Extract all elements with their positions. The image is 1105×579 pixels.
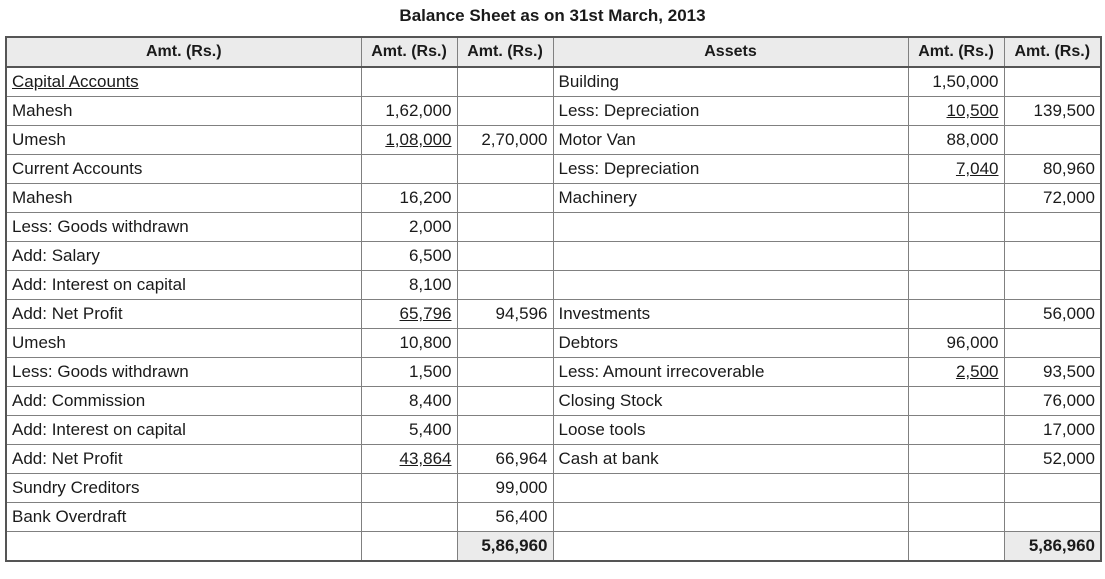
asset-label: Closing Stock [553, 387, 908, 416]
asset-amount-2 [1004, 126, 1101, 155]
asset-amount-1 [908, 300, 1004, 329]
asset-label [553, 474, 908, 503]
asset-label: Less: Depreciation [553, 97, 908, 126]
asset-label: Motor Van [553, 126, 908, 155]
liability-amount-2: 66,964 [457, 445, 553, 474]
liability-label: Add: Interest on capital [6, 416, 361, 445]
liability-label: Add: Interest on capital [6, 271, 361, 300]
liability-amount-1: 1,08,000 [361, 126, 457, 155]
liability-label: Umesh [6, 329, 361, 358]
liabilities-total: 5,86,960 [457, 532, 553, 562]
liability-label: Add: Salary [6, 242, 361, 271]
asset-amount-2: 80,960 [1004, 155, 1101, 184]
asset-amount-2 [1004, 474, 1101, 503]
liability-amount-1: 8,100 [361, 271, 457, 300]
table-row [6, 445, 1101, 474]
liability-amount-2 [457, 329, 553, 358]
asset-label [553, 213, 908, 242]
asset-amount-1: 88,000 [908, 126, 1004, 155]
asset-amount-1 [908, 271, 1004, 300]
liability-amount-2: 94,596 [457, 300, 553, 329]
header-assets: Assets [553, 37, 908, 67]
asset-amount-2: 139,500 [1004, 97, 1101, 126]
liability-amount-1: 1,62,000 [361, 97, 457, 126]
asset-label: Machinery [553, 184, 908, 213]
asset-amount-2 [1004, 329, 1101, 358]
header-amount: Amt. (Rs.) [361, 37, 457, 67]
asset-label: Building [553, 67, 908, 97]
asset-label [553, 503, 908, 532]
liability-amount-1 [361, 155, 457, 184]
table-row [6, 416, 1101, 445]
table-row [6, 358, 1101, 387]
liability-amount-2 [457, 67, 553, 97]
table-row [6, 387, 1101, 416]
liability-amount-1: 1,500 [361, 358, 457, 387]
asset-amount-1 [908, 503, 1004, 532]
liability-label: Capital Accounts [6, 67, 361, 97]
liability-amount-2 [457, 387, 553, 416]
table-row [6, 474, 1101, 503]
table-row [6, 242, 1101, 271]
asset-amount-1 [908, 213, 1004, 242]
table-row [6, 67, 1101, 97]
asset-amount-2: 72,000 [1004, 184, 1101, 213]
header-row [6, 37, 1101, 67]
table-row [6, 300, 1101, 329]
liability-amount-2: 56,400 [457, 503, 553, 532]
liability-label: Less: Goods withdrawn [6, 358, 361, 387]
liability-amount-2 [457, 416, 553, 445]
totals-empty [553, 532, 908, 562]
asset-amount-2: 52,000 [1004, 445, 1101, 474]
totals-empty [908, 532, 1004, 562]
asset-amount-1: 2,500 [908, 358, 1004, 387]
asset-amount-1 [908, 445, 1004, 474]
liability-label: Sundry Creditors [6, 474, 361, 503]
liability-amount-1: 2,000 [361, 213, 457, 242]
liability-amount-1: 16,200 [361, 184, 457, 213]
liability-amount-1 [361, 474, 457, 503]
liability-amount-1 [361, 67, 457, 97]
asset-label: Investments [553, 300, 908, 329]
asset-amount-1 [908, 416, 1004, 445]
asset-amount-2: 56,000 [1004, 300, 1101, 329]
asset-amount-1 [908, 474, 1004, 503]
asset-label: Loose tools [553, 416, 908, 445]
liability-label: Add: Net Profit [6, 300, 361, 329]
asset-amount-1 [908, 242, 1004, 271]
asset-amount-1: 1,50,000 [908, 67, 1004, 97]
liability-label: Less: Goods withdrawn [6, 213, 361, 242]
asset-amount-2 [1004, 213, 1101, 242]
header-amount: Amt. (Rs.) [457, 37, 553, 67]
asset-amount-2 [1004, 271, 1101, 300]
header-liabilities: Amt. (Rs.) [6, 37, 361, 67]
asset-amount-1: 96,000 [908, 329, 1004, 358]
table-row [6, 271, 1101, 300]
document-title: Balance Sheet as on 31st March, 2013 [399, 6, 706, 25]
liability-amount-2 [457, 155, 553, 184]
totals-empty [361, 532, 457, 562]
asset-label: Cash at bank [553, 445, 908, 474]
asset-amount-2 [1004, 67, 1101, 97]
assets-total: 5,86,960 [1004, 532, 1101, 562]
header-amount: Amt. (Rs.) [908, 37, 1004, 67]
asset-amount-2: 76,000 [1004, 387, 1101, 416]
liability-amount-2 [457, 358, 553, 387]
asset-amount-2: 17,000 [1004, 416, 1101, 445]
asset-amount-1 [908, 387, 1004, 416]
liability-label: Add: Net Profit [6, 445, 361, 474]
liability-label: Current Accounts [6, 155, 361, 184]
table-row [6, 503, 1101, 532]
asset-amount-2 [1004, 503, 1101, 532]
header-amount: Amt. (Rs.) [1004, 37, 1101, 67]
liability-label: Umesh [6, 126, 361, 155]
liability-amount-1: 43,864 [361, 445, 457, 474]
liability-label: Add: Commission [6, 387, 361, 416]
balance-sheet-table [5, 36, 1102, 562]
liability-amount-2 [457, 242, 553, 271]
asset-label: Debtors [553, 329, 908, 358]
liability-amount-2 [457, 271, 553, 300]
asset-label: Less: Amount irrecoverable [553, 358, 908, 387]
asset-label: Less: Depreciation [553, 155, 908, 184]
asset-label [553, 242, 908, 271]
liability-amount-1 [361, 503, 457, 532]
liability-label: Mahesh [6, 184, 361, 213]
liability-amount-2 [457, 184, 553, 213]
table-row [6, 97, 1101, 126]
liability-amount-1: 10,800 [361, 329, 457, 358]
totals-empty [6, 532, 361, 562]
liability-amount-1: 5,400 [361, 416, 457, 445]
table-row [6, 329, 1101, 358]
liability-amount-1: 8,400 [361, 387, 457, 416]
asset-amount-1: 10,500 [908, 97, 1004, 126]
table-row [6, 126, 1101, 155]
liability-amount-1: 6,500 [361, 242, 457, 271]
asset-amount-2: 93,500 [1004, 358, 1101, 387]
liability-amount-2 [457, 213, 553, 242]
liability-amount-2 [457, 97, 553, 126]
table-row [6, 155, 1101, 184]
liability-amount-2: 99,000 [457, 474, 553, 503]
totals-row [6, 532, 1101, 562]
liability-amount-1: 65,796 [361, 300, 457, 329]
asset-amount-1: 7,040 [908, 155, 1004, 184]
asset-label [553, 271, 908, 300]
table-row [6, 213, 1101, 242]
asset-amount-2 [1004, 242, 1101, 271]
table-row [6, 184, 1101, 213]
asset-amount-1 [908, 184, 1004, 213]
liability-label: Bank Overdraft [6, 503, 361, 532]
liability-label: Mahesh [6, 97, 361, 126]
liability-amount-2: 2,70,000 [457, 126, 553, 155]
